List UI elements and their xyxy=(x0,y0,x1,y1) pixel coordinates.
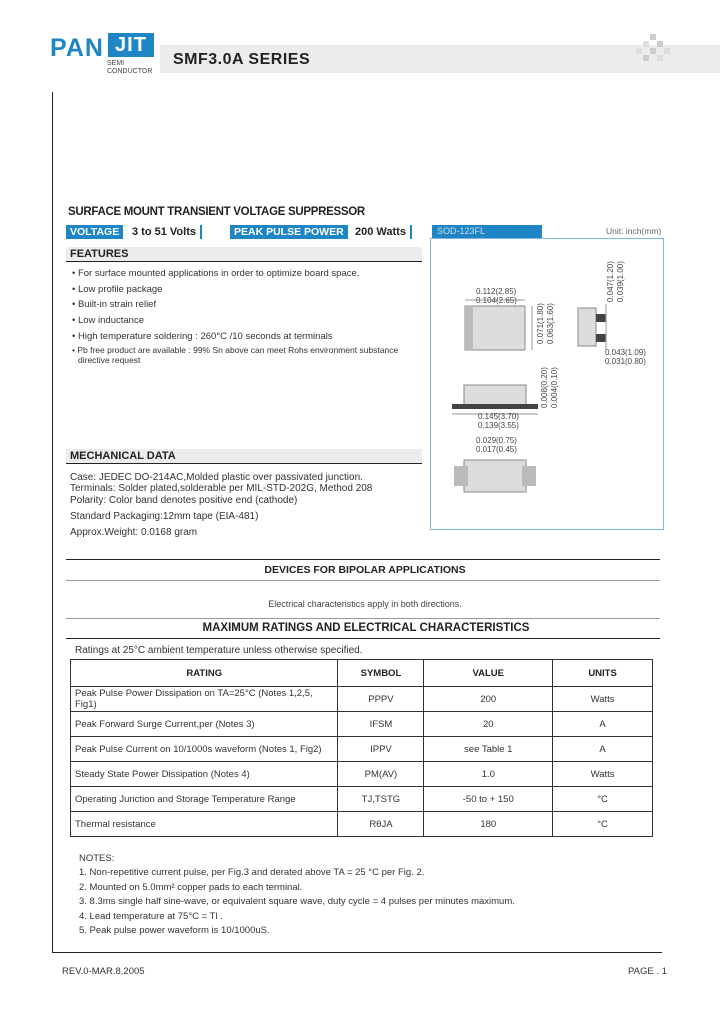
header-units: UNITS xyxy=(553,660,653,687)
dim-f-max: 0.145(3.70) xyxy=(478,412,519,421)
feature-item: • Built-in strain relief xyxy=(72,299,157,310)
bipolar-title: DEVICES FOR BIPOLAR APPLICATIONS xyxy=(264,564,466,576)
dim-d-min: 0.031(0.80) xyxy=(605,357,646,366)
side-view-lead-top xyxy=(596,314,606,322)
dim-b-min: 0.063(1.60) xyxy=(546,303,555,344)
dim-g-max: 0.029(0.75) xyxy=(476,436,517,445)
ratings-top-line xyxy=(66,618,660,619)
dim-c-max: 0.047(1.20) xyxy=(606,261,615,302)
logo-sub-semi: SEMI xyxy=(107,60,125,67)
note-item: 2. Mounted on 5.0mm² copper pads to each terminal. xyxy=(79,882,303,893)
table-row xyxy=(71,737,653,762)
ratings-title: MAXIMUM RATINGS AND ELECTRICAL CHARACTERISTICS xyxy=(202,622,530,634)
symbol-cell: PM(AV) xyxy=(338,762,424,787)
bottom-view-pad-right xyxy=(522,466,536,486)
units-cell: °C xyxy=(553,787,653,812)
footer-page: PAGE . 1 xyxy=(628,966,667,977)
side-view-body xyxy=(578,308,596,346)
features-header-line xyxy=(66,261,422,262)
units-cell: A xyxy=(553,737,653,762)
front-view-body xyxy=(464,385,526,407)
dim-e-min: 0.004(0.10) xyxy=(550,367,559,408)
units-cell: Watts xyxy=(553,687,653,712)
decorative-dots-icon xyxy=(636,34,670,64)
dim-a-max: 0.112(2.85) xyxy=(476,287,517,296)
symbol-cell: IFSM xyxy=(338,712,424,737)
bottom-view-pad-left xyxy=(454,466,468,486)
rating-cell: Peak Pulse Current on 10/1000s waveform (Notes 1, Fig2) xyxy=(71,737,338,762)
notes-title: NOTES: xyxy=(79,853,115,864)
front-view-leads xyxy=(452,404,538,409)
footer-revision: REV.0-MAR.8.2005 xyxy=(62,966,145,977)
package-name: SOD-123FL xyxy=(432,225,542,238)
value-cell: 200 xyxy=(424,687,553,712)
unit-label: Unit: inch(mm) xyxy=(606,226,662,236)
feature-item: • Pb free product are available : 99% Sn above can meet Rohs environment substance xyxy=(72,345,399,355)
symbol-cell: IPPV xyxy=(338,737,424,762)
dim-a-min: 0.104(2.65) xyxy=(476,296,517,305)
note-item: 4. Lead temperature at 75°C = Tl . xyxy=(79,911,223,922)
value-cell: 180 xyxy=(424,812,553,837)
feature-item: • Low inductance xyxy=(72,315,144,326)
power-tag: PEAK PULSE POWER xyxy=(230,225,348,239)
voltage-value: 3 to 51 Volts xyxy=(128,225,202,239)
ratings-bottom-line xyxy=(66,638,660,639)
header-value: VALUE xyxy=(424,660,553,687)
ratings-header-row xyxy=(71,660,653,687)
ratings-intro: Ratings at 25°C ambient temperature unless otherwise specified. xyxy=(75,645,363,656)
mechanical-header-line xyxy=(66,463,422,464)
bipolar-text: Electrical characteristics apply in both directions. xyxy=(268,599,462,609)
frame-bottom xyxy=(52,952,662,953)
note-item: 3. 8.3ms single half sine-wave, or equivalent square wave, duty cycle = 4 pulses per minutes maximum. xyxy=(79,896,515,907)
bipolar-top-line xyxy=(66,559,660,560)
mechanical-item: Standard Packaging:12mm tape (EIA-481) xyxy=(70,511,259,522)
rating-cell: Steady State Power Dissipation (Notes 4) xyxy=(71,762,338,787)
mechanical-item: Polarity: Color band denotes positive end (cathode) xyxy=(70,495,298,506)
symbol-cell: PPPV xyxy=(338,687,424,712)
bipolar-bottom-line xyxy=(66,580,660,581)
dim-g-min: 0.017(0.45) xyxy=(476,445,517,454)
value-cell: -50 to + 150 xyxy=(424,787,553,812)
units-cell: °C xyxy=(553,812,653,837)
mechanical-item: Approx.Weight: 0.0168 gram xyxy=(70,527,198,538)
rating-cell: Thermal resistance xyxy=(71,812,338,837)
symbol-cell: TJ,TSTG xyxy=(338,787,424,812)
mechanical-item: Terminals: Solder plated,solderable per MIL-STD-202G, Method 208 xyxy=(70,483,373,494)
header-rating: RATING xyxy=(71,660,338,687)
power-value: 200 Watts xyxy=(351,225,412,239)
note-item: 1. Non-repetitive current pulse, per Fig.3 and derated above TA = 25 °C per Fig. 2. xyxy=(79,867,425,878)
table-row xyxy=(71,687,653,712)
bottom-view-body xyxy=(464,460,526,492)
symbol-cell: RθJA xyxy=(338,812,424,837)
voltage-tag: VOLTAGE xyxy=(66,225,123,239)
frame-left xyxy=(52,92,53,952)
table-row xyxy=(71,787,653,812)
mechanical-item: Case: JEDEC DO-214AC,Molded plastic over passivated junction. xyxy=(70,472,363,483)
value-cell: 1.0 xyxy=(424,762,553,787)
dim-d-max: 0.043(1.09) xyxy=(605,348,646,357)
rating-cell: Peak Forward Surge Current,per (Notes 3) xyxy=(71,712,338,737)
dim-f-min: 0.139(3.55) xyxy=(478,421,519,430)
note-item: 5. Peak pulse power waveform is 10/1000uS. xyxy=(79,925,270,936)
logo-jit: JIT xyxy=(108,33,154,57)
feature-item: • High temperature soldering : 260°C /10 seconds at terminals xyxy=(72,331,333,342)
feature-item-continued: directive request xyxy=(78,355,141,365)
side-view-lead-bottom xyxy=(596,334,606,342)
top-view-body xyxy=(465,306,525,350)
dim-c-min: 0.039(1.00) xyxy=(616,261,625,302)
features-header: FEATURES xyxy=(66,247,422,261)
logo-pan: PAN xyxy=(50,34,104,62)
rating-cell: Peak Pulse Power Dissipation on TA=25°C (Notes 1,2,5, Fig1) xyxy=(71,687,338,712)
mechanical-header: MECHANICAL DATA xyxy=(66,449,422,463)
ratings-table xyxy=(70,659,653,837)
units-cell: A xyxy=(553,712,653,737)
header-symbol: SYMBOL xyxy=(338,660,424,687)
value-cell: see Table 1 xyxy=(424,737,553,762)
dim-e-max: 0.008(0.20) xyxy=(540,367,549,408)
top-view-band xyxy=(465,306,473,350)
rating-cell: Operating Junction and Storage Temperature Range xyxy=(71,787,338,812)
feature-item: • Low profile package xyxy=(72,284,163,295)
logo-sub-conductor: CONDUCTOR xyxy=(107,68,153,75)
feature-item: • For surface mounted applications in order to optimize board space. xyxy=(72,268,360,279)
value-cell: 20 xyxy=(424,712,553,737)
table-row xyxy=(71,712,653,737)
dim-b-max: 0.071(1.80) xyxy=(536,303,545,344)
table-row xyxy=(71,762,653,787)
table-row xyxy=(71,812,653,837)
subtitle: SURFACE MOUNT TRANSIENT VOLTAGE SUPPRESSOR xyxy=(68,206,365,218)
units-cell: Watts xyxy=(553,762,653,787)
page-title: SMF3.0A SERIES xyxy=(173,51,311,68)
